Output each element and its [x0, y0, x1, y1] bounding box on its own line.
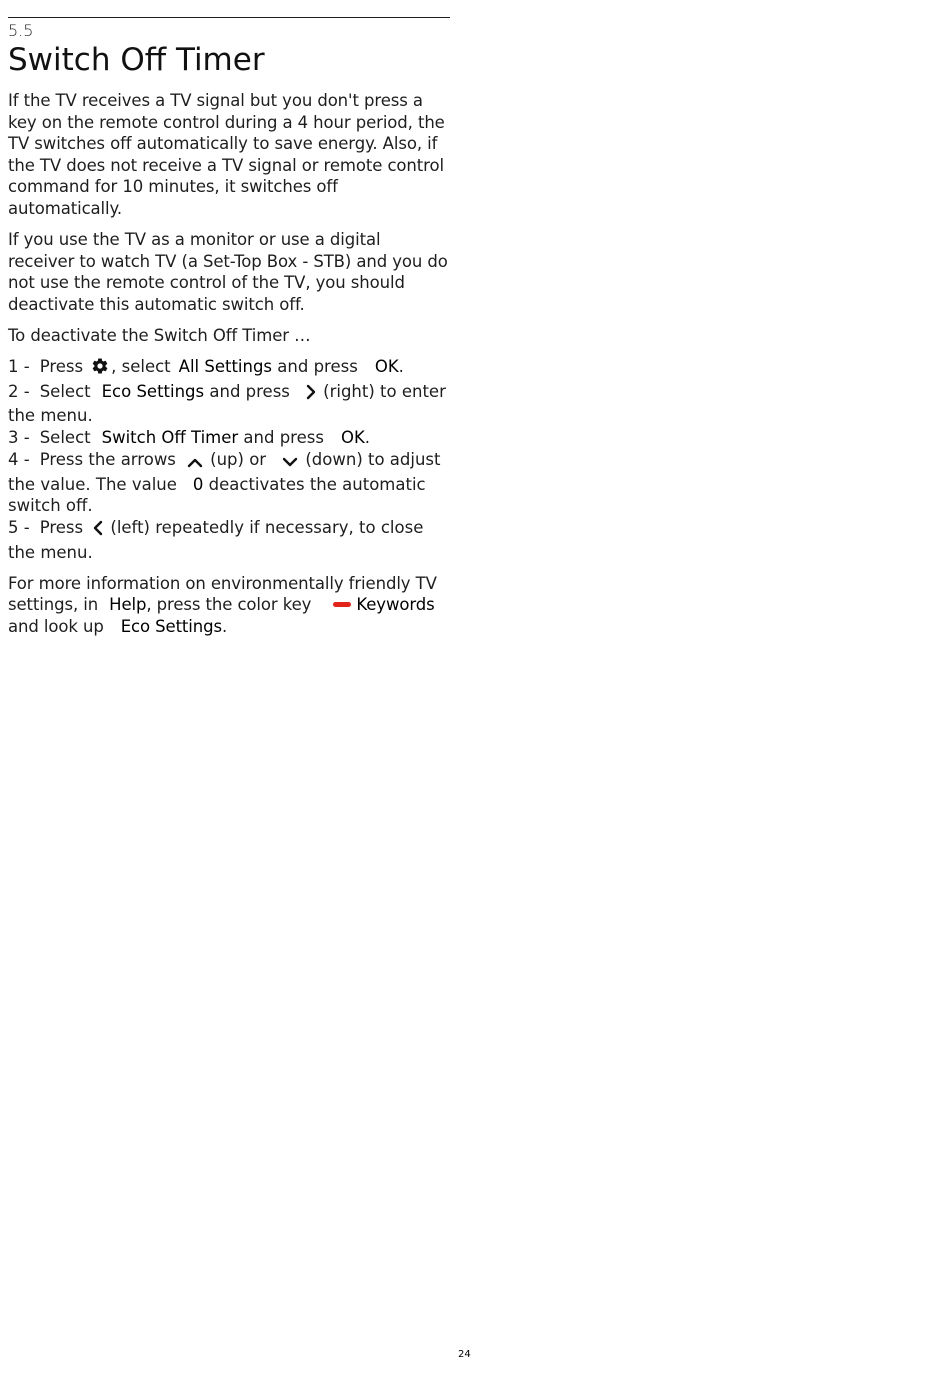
ui-label-zero: 0 [192, 474, 204, 494]
section-title: Switch Off Timer [8, 42, 265, 78]
step-1 [8, 356, 450, 381]
more-info-text: , press the color key [146, 595, 312, 615]
step-text: Press the arrows [39, 449, 176, 469]
chevron-left-icon [93, 520, 103, 542]
ui-label-ok: OK [374, 357, 399, 377]
ui-label-switch-off-timer: Switch Off Timer [101, 428, 239, 448]
step-4 [8, 449, 450, 517]
ui-label-eco-settings: Eco Settings [120, 617, 223, 637]
chevron-up-icon [187, 452, 203, 474]
section-number: 5.5 [8, 21, 34, 40]
step-text: , select [111, 357, 171, 377]
page-number: 24 [458, 1349, 471, 1360]
step-number: 3 - [8, 428, 30, 448]
step-2 [8, 381, 450, 427]
monitor-paragraph: If you use the TV as a monitor or use a digital receiver to watch TV (a Set-Top Box - STB) and you do not use the remote control of the TV, you should deactivate this automatic switch off. [8, 230, 448, 314]
chevron-down-icon [282, 452, 298, 474]
step-text: (right) to enter the menu. [8, 381, 446, 426]
more-info-text: and look up [8, 617, 104, 637]
step-text: . [398, 357, 404, 377]
more-info-paragraph [8, 573, 450, 638]
step-text: (up) or [204, 449, 267, 469]
step-text: deactivates the automatic switch off. [8, 474, 426, 516]
deactivate-paragraph: To deactivate the Switch Off Timer … [8, 325, 311, 345]
step-text: Select [39, 428, 91, 448]
step-text: . [364, 428, 371, 448]
step-text: Select [39, 381, 91, 401]
step-5 [8, 517, 450, 563]
step-number: 4 - [8, 449, 30, 469]
section-divider [8, 17, 450, 18]
step-number: 5 - [8, 517, 30, 537]
step-number: 1 - [8, 357, 30, 377]
step-text: Press [39, 517, 84, 537]
step-number: 2 - [8, 381, 30, 401]
gear-icon [91, 357, 109, 381]
red-color-key-icon [333, 602, 351, 607]
step-text: and press [272, 357, 358, 377]
more-info-text: For more information on environmentally friendly TV settings, in [8, 573, 437, 615]
step-text: Press [39, 357, 84, 377]
step-3 [8, 427, 450, 449]
ui-label-help: Help [109, 595, 147, 615]
intro-paragraph: If the TV receives a TV signal but you don't press a key on the remote control during a 4 hour period, the TV switches off automatically to save energy. Also, if the TV does not receive a TV signal or remote control command for 10 minutes, it switches off automatically. [8, 91, 445, 218]
ui-label-ok: OK [340, 428, 365, 448]
ui-label-eco-settings: Eco Settings [101, 381, 205, 401]
step-text: (down) to adjust the value. The value [8, 449, 441, 494]
more-info-text: . [222, 617, 228, 637]
ui-label-all-settings: All Settings [178, 357, 273, 377]
steps-list [8, 356, 450, 563]
step-text: and press [204, 381, 290, 401]
step-text: and press [238, 428, 324, 448]
document-column [8, 17, 450, 647]
chevron-right-icon [306, 384, 316, 406]
ui-label-keywords: Keywords [356, 595, 435, 615]
step-text: (left) repeatedly if necessary, to close the menu. [8, 517, 424, 562]
